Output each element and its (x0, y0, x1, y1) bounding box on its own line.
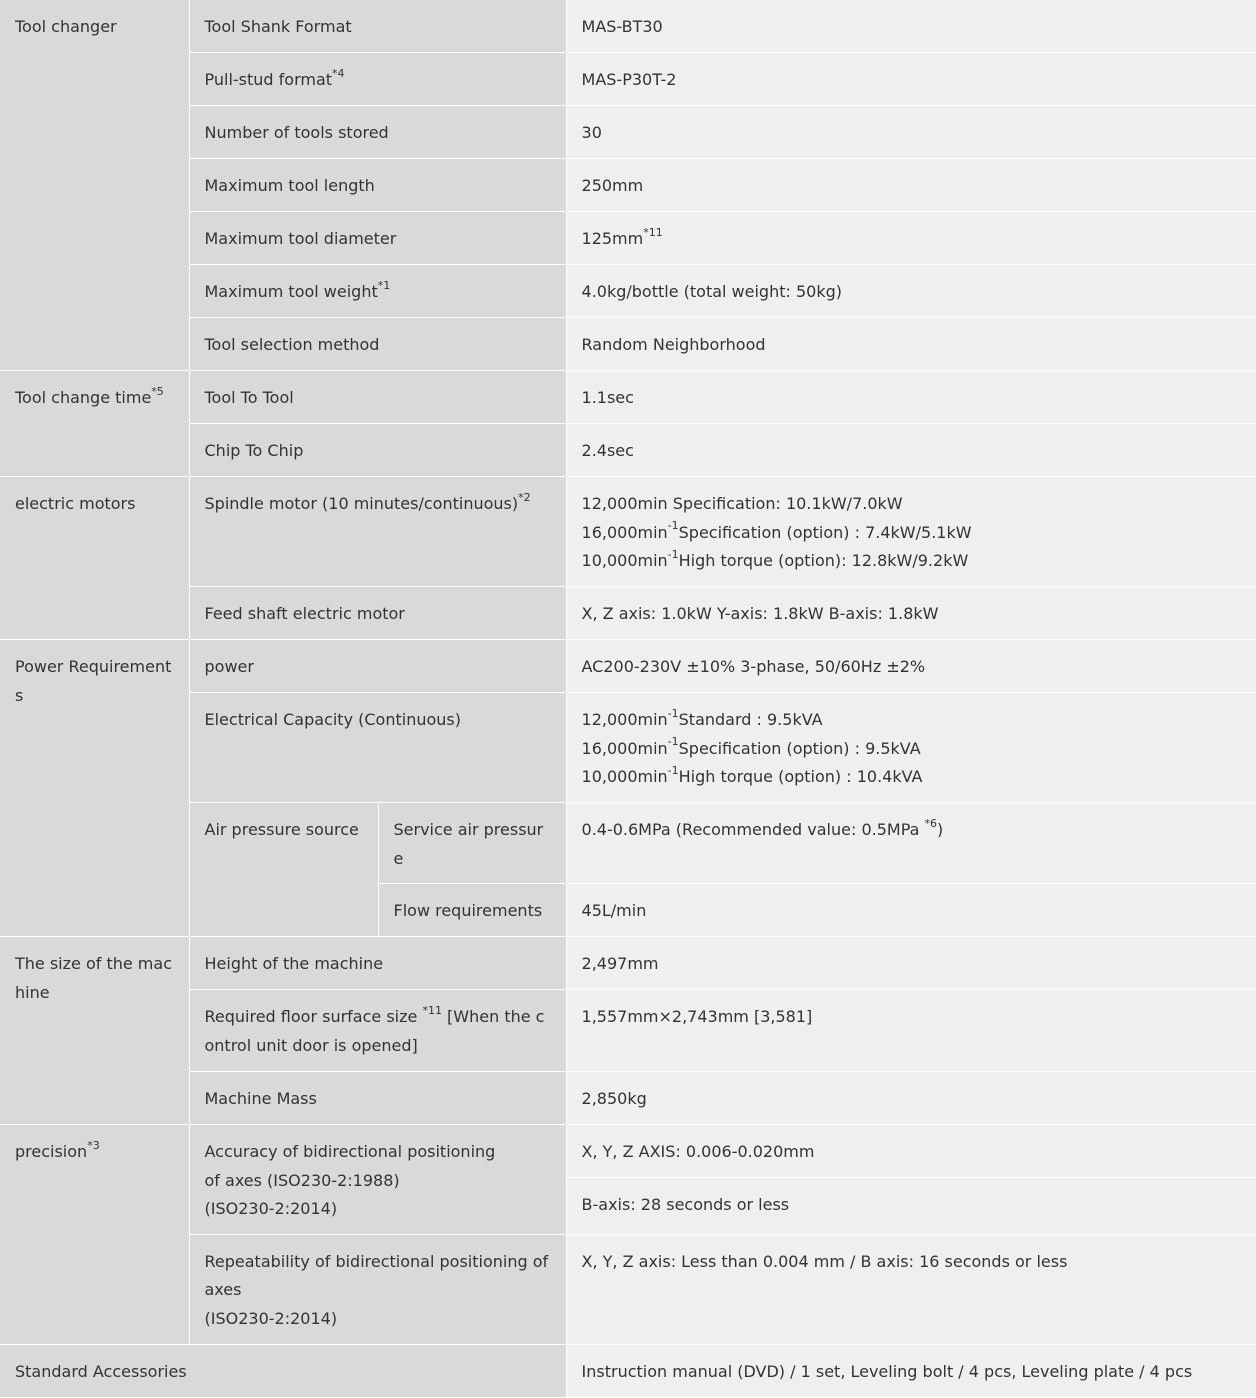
label-flow-requirements: Flow requirements (378, 884, 566, 937)
label-text: Spindle motor (10 minutes/continuous) (204, 494, 519, 513)
category-standard-accessories: Standard Accessories (0, 1344, 566, 1397)
value-machine-height: 2,497mm (566, 937, 1256, 990)
value-positioning-b-axis: B-axis: 28 seconds or less (566, 1178, 1256, 1234)
value-text: 16,000min (581, 522, 668, 542)
footnote-mark: *2 (518, 490, 531, 504)
label-line: (ISO230-2:2014) (204, 1199, 338, 1218)
label-max-tool-weight (189, 265, 566, 318)
table-row (0, 212, 1256, 265)
value-text: 16,000min (581, 738, 668, 758)
label-power: power (189, 640, 566, 693)
label-max-tool-diameter: Maximum tool diameter (189, 212, 566, 265)
exponent-mark: -1 (667, 547, 679, 561)
footnote-mark: *3 (87, 1138, 100, 1152)
value-spindle-motor (566, 477, 1256, 587)
label-spindle-motor (189, 477, 566, 587)
table-row (0, 1125, 1256, 1178)
label-feed-shaft-motor: Feed shaft electric motor (189, 587, 566, 640)
category-machine-size: The size of the machine (0, 937, 189, 1125)
value-text: Specification (option) : 7.4kW/5.1kW (678, 522, 972, 542)
label-line: of axes (ISO230-2:1988) (204, 1170, 400, 1190)
label-pull-stud-format (189, 53, 566, 106)
value-tool-selection-method: Random Neighborhood (566, 318, 1256, 371)
table-row (0, 990, 1256, 1072)
value-text: ) (937, 820, 944, 839)
label-repeatability (189, 1234, 566, 1344)
value-text: High torque (option): 12.8kW/9.2kW (678, 551, 969, 570)
exponent-mark: -1 (667, 735, 679, 749)
label-tool-selection-method: Tool selection method (189, 318, 566, 371)
footnote-mark: *11 (422, 1003, 442, 1017)
category-electric-motors: electric motors (0, 477, 189, 640)
label-positioning-accuracy (189, 1125, 566, 1235)
value-chip-to-chip: 2.4sec (566, 424, 1256, 477)
label-text: Maximum tool weight (204, 282, 378, 301)
label-line: Accuracy of bidirectional positioning (204, 1142, 496, 1161)
value-text: Specification (option) : 9.5kVA (678, 738, 921, 758)
value-line (582, 519, 1242, 548)
label-text: Pull-stud format (204, 70, 333, 89)
table-row (0, 106, 1256, 159)
label-air-pressure-source: Air pressure source (189, 803, 378, 937)
label-line: Repeatability of bidirectional positioning of axes (204, 1251, 549, 1299)
table-row (0, 477, 1256, 587)
value-standard-accessories: Instruction manual (DVD) / 1 set, Leveling bolt / 4 pcs, Leveling plate / 4 pcs (566, 1344, 1256, 1397)
label-service-air-pressure: Service air pressure (378, 803, 566, 884)
table-row (0, 937, 1256, 990)
category-precision (0, 1125, 189, 1345)
value-service-air-pressure (566, 803, 1256, 884)
category-power-requirements: Power Requirements (0, 640, 189, 937)
label-text: [When the control unit door is opened] (204, 1007, 545, 1055)
value-positioning-xyz: X, Y, Z AXIS: 0.006-0.020mm (566, 1125, 1256, 1178)
value-pull-stud-format: MAS-P30T-2 (566, 53, 1256, 106)
label-max-tool-length: Maximum tool length (189, 159, 566, 212)
category-text: Tool change time (15, 388, 152, 407)
value-line (582, 763, 1242, 792)
footnote-mark: *11 (643, 225, 663, 239)
exponent-mark: -1 (667, 763, 679, 777)
value-text: 125mm (581, 229, 644, 248)
value-text: Standard : 9.5kVA (678, 710, 823, 729)
value-text: High torque (option) : 10.4kVA (678, 767, 923, 786)
value-flow-requirements: 45L/min (566, 884, 1256, 937)
label-chip-to-chip: Chip To Chip (189, 424, 566, 477)
table-row (0, 318, 1256, 371)
value-max-tool-weight: 4.0kg/bottle (total weight: 50kg) (566, 265, 1256, 318)
footnote-mark: *6 (924, 816, 938, 830)
table-row (0, 159, 1256, 212)
value-tool-to-tool: 1.1sec (566, 371, 1256, 424)
value-line (582, 547, 1242, 576)
value-machine-mass: 2,850kg (566, 1072, 1256, 1125)
label-tool-to-tool: Tool To Tool (189, 371, 566, 424)
label-text: Required floor surface size (204, 1007, 423, 1026)
category-text: precision (15, 1142, 88, 1161)
table-row (0, 803, 1256, 884)
table-row (0, 640, 1256, 693)
value-feed-shaft-motor: X, Z axis: 1.0kW Y-axis: 1.8kW B-axis: 1.8kW (566, 587, 1256, 640)
value-text: 10,000min (581, 551, 668, 570)
table-row (0, 371, 1256, 424)
label-machine-height: Height of the machine (189, 937, 566, 990)
value-floor-surface-size: 1,557mm×2,743mm [3,581] (566, 990, 1256, 1072)
table-row (0, 0, 1256, 53)
footnote-mark: *4 (332, 66, 345, 80)
label-electrical-capacity: Electrical Capacity (Continuous) (189, 693, 566, 803)
table-row (0, 53, 1256, 106)
table-row (0, 1234, 1256, 1344)
value-max-tool-length: 250mm (566, 159, 1256, 212)
table-row (0, 693, 1256, 803)
value-tool-shank-format: MAS-BT30 (566, 0, 1256, 53)
value-text: 10,000min (581, 767, 668, 786)
value-number-of-tools: 30 (566, 106, 1256, 159)
value-power: AC200-230V ±10% 3-phase, 50/60Hz ±2% (566, 640, 1256, 693)
value-text: 12,000min (581, 710, 668, 729)
label-machine-mass: Machine Mass (189, 1072, 566, 1125)
value-text: 0.4-0.6MPa (Recommended value: 0.5MPa (581, 820, 925, 839)
label-tool-shank-format: Tool Shank Format (189, 0, 566, 53)
table-row (0, 424, 1256, 477)
table-row (0, 1344, 1256, 1397)
value-electrical-capacity (566, 693, 1256, 803)
category-tool-change-time (0, 371, 189, 477)
value-line: 12,000min Specification: 10.1kW/7.0kW (581, 494, 903, 513)
category-tool-changer: Tool changer (0, 0, 189, 371)
value-max-tool-diameter (566, 212, 1256, 265)
value-line (582, 706, 1242, 735)
table-row (0, 587, 1256, 640)
exponent-mark: -1 (667, 706, 679, 720)
value-line (582, 735, 1242, 764)
value-repeatability: X, Y, Z axis: Less than 0.004 mm / B axis: 16 seconds or less (566, 1234, 1256, 1344)
label-line: (ISO230-2:2014) (204, 1308, 338, 1328)
label-number-of-tools: Number of tools stored (189, 106, 566, 159)
label-floor-surface-size (189, 990, 566, 1072)
footnote-mark: *1 (377, 278, 391, 292)
footnote-mark: *5 (151, 384, 164, 398)
table-row (0, 265, 1256, 318)
table-row (0, 1072, 1256, 1125)
exponent-mark: -1 (667, 519, 679, 533)
